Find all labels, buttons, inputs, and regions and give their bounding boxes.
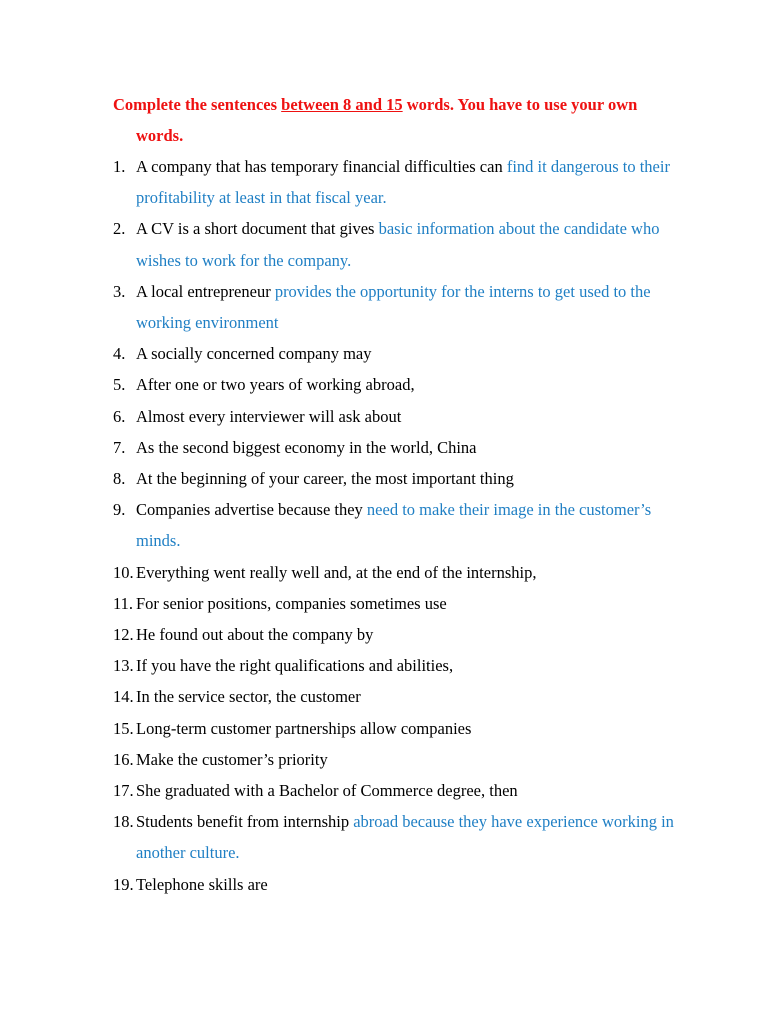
item-prompt: Long-term customer partnerships allow companies [136,718,472,738]
item-number: 6. [113,406,126,426]
list-item [113,650,683,681]
list-item [113,369,683,400]
item-number: 8. [113,469,126,489]
item-prompt: For senior positions, companies sometimes use [136,593,447,613]
item-prompt: At the beginning of your career, the most important thing [136,469,514,489]
item-prompt: In the service sector, the customer [136,687,361,707]
item-number: 15. [113,718,134,738]
list-item [113,432,683,463]
item-prompt: If you have the right qualifications and abilities, [136,656,454,676]
item-prompt: A company that has temporary financial difficulties can [136,157,507,176]
item-number: 1. [113,157,126,176]
item-number: 14. [113,687,134,707]
item-number: 4. [113,344,126,364]
document-page [113,89,683,900]
item-number: 5. [113,375,126,395]
sentence-list [113,151,683,900]
item-number: 19. [113,874,134,894]
list-item [113,338,683,369]
item-prompt: A socially concerned company may [136,344,372,364]
item-answer: provides the opportunity for the interns to get used to the working environment [136,281,651,333]
list-item [113,775,683,806]
item-answer: need to make their image in the customer’s minds. [136,500,652,551]
item-number: 17. [113,781,134,801]
instructions-underlined: between 8 and 15 [281,95,403,114]
item-prompt: As the second biggest economy in the world, China [136,437,477,457]
list-item [113,494,683,556]
list-item [113,557,683,588]
item-number: 13. [113,656,134,676]
list-item [113,713,683,744]
item-number: 10. [113,562,134,582]
item-number: 16. [113,749,134,769]
item-prompt: A CV is a short document that gives [136,219,379,239]
instructions [113,89,683,151]
list-item [113,588,683,619]
item-prompt: She graduated with a Bachelor of Commerce degree, then [136,781,518,801]
item-number: 12. [113,625,134,645]
item-number: 11. [113,593,134,613]
item-number: 2. [113,219,126,239]
item-prompt: Telephone skills are [136,874,268,894]
list-item [113,681,683,712]
item-prompt: Students benefit from internship [136,812,354,832]
list-item [113,213,683,275]
instructions-part2: words. You have to use your own words. [136,95,638,145]
item-prompt: Everything went really well and, at the end of the internship, [136,562,537,582]
list-item [113,276,683,338]
item-prompt: He found out about the company by [136,625,374,645]
item-number: 9. [113,500,126,520]
item-prompt: A local entrepreneur [136,281,275,301]
item-number: 7. [113,437,126,457]
item-answer: basic information about the candidate who wishes to work for the company. [136,219,660,270]
list-item [113,619,683,650]
item-prompt: Companies advertise because they [136,500,367,520]
list-item [113,151,683,213]
item-answer: find it dangerous to their profitability at least in that fiscal year. [136,157,670,208]
item-prompt: After one or two years of working abroad, [136,375,415,395]
item-number: 18. [113,812,134,832]
list-item [113,463,683,494]
list-item [113,744,683,775]
item-number: 3. [113,281,126,301]
item-prompt: Make the customer’s priority [136,749,328,769]
item-answer: abroad because they have experience working in another culture. [136,812,674,863]
list-item [113,806,683,868]
instructions-part1: Complete the sentences [113,95,282,114]
item-prompt: Almost every interviewer will ask about [136,406,402,426]
list-item [113,401,683,432]
list-item [113,869,683,900]
